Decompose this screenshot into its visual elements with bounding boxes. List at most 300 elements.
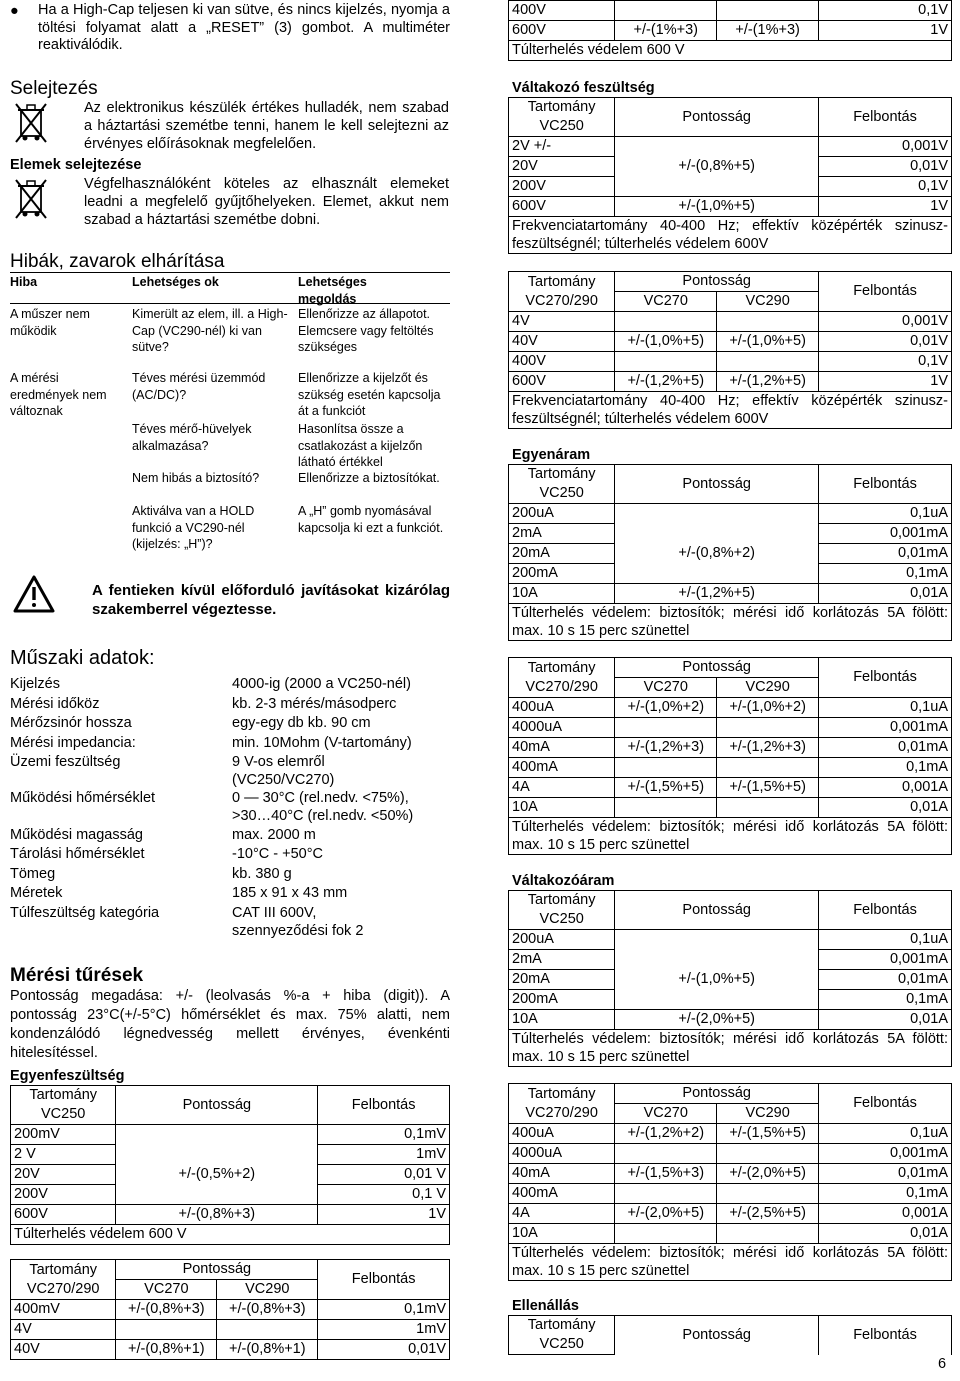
table-cell xyxy=(615,930,819,950)
table-row xyxy=(509,738,952,758)
table-cell: +/-(2,0%+5) xyxy=(717,1164,819,1184)
table-cell: 0,01A xyxy=(819,798,952,818)
table-row xyxy=(509,504,952,524)
table-cell: 1mV xyxy=(318,1145,450,1165)
table-row xyxy=(509,312,952,332)
table-row xyxy=(10,904,450,940)
fix-4: Ellenőrizze a biztosítókat. xyxy=(298,471,440,485)
spec-value-line: szennyeződési fok 2 xyxy=(232,922,364,939)
crossed-bin-icon xyxy=(14,100,48,144)
table-row xyxy=(10,865,450,885)
resistance-vc250-table xyxy=(508,1315,952,1355)
table-cell: 200mA xyxy=(509,564,615,584)
table-cell: 200uA xyxy=(509,504,615,524)
table-row xyxy=(509,970,952,990)
table-row xyxy=(10,753,450,789)
table-cell: 0,01V xyxy=(318,1340,450,1360)
table-cell: 0,1mA xyxy=(819,564,952,584)
table-cell: 600V xyxy=(11,1205,116,1225)
table-cell: 0,01mA xyxy=(819,1164,952,1184)
table-row xyxy=(509,1184,952,1204)
table-cell xyxy=(717,1,819,21)
table-row xyxy=(10,884,450,904)
table-cell xyxy=(615,1,717,21)
table-cell: 0,1V xyxy=(819,352,952,372)
table-cell: Túlterhelés védelem 600 V xyxy=(11,1225,450,1245)
table-cell: 1V xyxy=(819,197,952,217)
warning-triangle-icon xyxy=(12,574,56,614)
table-cell: +/-(0,8%+3) xyxy=(116,1205,318,1225)
table-row xyxy=(509,891,952,911)
table-cell: 600V xyxy=(509,197,615,217)
table-cell xyxy=(116,1125,318,1145)
spec-value xyxy=(232,753,450,789)
table-cell: 200mV xyxy=(11,1125,116,1145)
table-cell: 20mA xyxy=(509,544,615,564)
table-cell: +/-(1,2%+5) xyxy=(717,372,819,392)
table-cell xyxy=(615,990,819,1010)
ac-current-vc250-table xyxy=(508,890,952,1067)
table-cell: 2mA xyxy=(509,950,615,970)
table-cell: 40V xyxy=(509,332,615,352)
spec-value xyxy=(232,675,450,695)
spec-label: Tömeg xyxy=(10,865,56,882)
cause-4: Nem hibás a biztosító? xyxy=(132,471,260,485)
table-row xyxy=(509,465,952,485)
table-row xyxy=(11,1145,450,1165)
table-cell xyxy=(615,177,819,197)
table-row xyxy=(509,21,952,41)
specs-table xyxy=(10,675,450,940)
disposal-text: Az elektronikus készülék értékes hulladék, nem szabad a háztartási szemétbe tenni, hanem le kell selejtezni az érvényes előírásoknak megfelelően. xyxy=(84,100,449,153)
table-cell xyxy=(717,798,819,818)
table-cell: 40V xyxy=(11,1340,116,1360)
cause-2: Téves mérési üzemmód (AC/DC)? xyxy=(132,371,266,402)
table-cell: Tartomány xyxy=(11,1086,116,1106)
ac-voltage-vc250-table xyxy=(508,97,952,254)
table-row xyxy=(509,332,952,352)
table-cell: VC270/290 xyxy=(11,1280,116,1300)
fault-1: A műszer nem működik xyxy=(10,307,90,338)
table-cell: 4000uA xyxy=(509,718,615,738)
table-row xyxy=(11,1225,450,1245)
table-cell: Felbontás xyxy=(318,1086,450,1125)
table-cell: +/-(1,2%+3) xyxy=(615,738,717,758)
table-cell xyxy=(615,137,819,157)
spec-value xyxy=(232,789,450,825)
table-cell: 1V xyxy=(819,372,952,392)
spec-value-line: 4000-ig (2000 a VC250-nél) xyxy=(232,676,411,692)
table-cell: Felbontás xyxy=(819,98,952,137)
table-row xyxy=(509,352,952,372)
table-cell: +/-(2,5%+5) xyxy=(717,1204,819,1224)
table-cell: +/-(1,2%+2) xyxy=(615,1124,717,1144)
table-cell xyxy=(717,1144,819,1164)
table-row xyxy=(509,604,952,641)
table-cell xyxy=(615,718,717,738)
table-row xyxy=(509,758,952,778)
table-cell: VC250 xyxy=(509,484,615,504)
troubleshooting-heading: Hibák, zavarok elhárítása xyxy=(10,251,225,272)
table-row xyxy=(509,372,952,392)
table-row xyxy=(11,1185,450,1205)
table-row xyxy=(10,845,450,865)
table-cell: 0,1V xyxy=(819,177,952,197)
table-cell: 0,01V xyxy=(819,332,952,352)
table-cell: 0,1uA xyxy=(819,698,952,718)
table-row xyxy=(509,1316,952,1336)
fix-1: Ellenőrizze az állapotot. Elemcsere vagy feltöltés szükséges xyxy=(298,307,434,354)
tolerances-text: Pontosság megadása: +/- (leolvasás %-a + hiba (digit)). A pontosság 23°C(+/-5°C) hőmérséklet és max. 75% alatti, nem kondenzálódó légnedvesség mellett érvényes, évenkénti hitelesítéssel. xyxy=(10,988,450,1061)
dc-voltage-vc250-table xyxy=(10,1085,450,1245)
table-row xyxy=(509,930,952,950)
specs-heading: Műszaki adatok: xyxy=(10,647,155,669)
table-cell: Felbontás xyxy=(819,658,952,698)
table-cell: VC270/290 xyxy=(509,678,615,698)
table-cell: 0,1mA xyxy=(819,758,952,778)
spec-value xyxy=(232,884,450,904)
table-cell: Felbontás xyxy=(819,272,952,312)
table-row xyxy=(509,1084,952,1104)
spec-label: Mérőzsinór hossza xyxy=(10,715,132,731)
table-row xyxy=(10,695,450,715)
dc-voltage-vc270-table xyxy=(10,1259,450,1360)
warning-text: A fentieken kívül előforduló javításokat kizárólag szakemberrel végeztesse. xyxy=(92,582,450,618)
table-cell: +/-(2,0%+5) xyxy=(615,1204,717,1224)
table-cell: 400uA xyxy=(509,1124,615,1144)
table-cell: 0,01A xyxy=(819,1010,952,1030)
table-row xyxy=(509,1030,952,1067)
table-cell: 0,01A xyxy=(819,584,952,604)
table-row xyxy=(10,675,450,695)
table-row xyxy=(509,1244,952,1281)
table-row xyxy=(10,734,450,754)
table-cell: 600V xyxy=(509,372,615,392)
table-cell: Pontosság xyxy=(615,1084,819,1104)
table-row xyxy=(10,714,450,734)
spec-value-line: max. 2000 m xyxy=(232,826,316,843)
table-cell: +/-(1,2%+5) xyxy=(615,584,819,604)
spec-value-line: kb. 380 g xyxy=(232,865,292,882)
table-cell: 0,1mA xyxy=(819,990,952,1010)
table-cell xyxy=(717,352,819,372)
table-cell: 20V xyxy=(509,157,615,177)
table-cell xyxy=(717,758,819,778)
fix-3: Hasonlítsa össze a csatlakozást a kijelzőn látható értékkel xyxy=(298,422,423,469)
table-cell: +/-(1%+3) xyxy=(717,21,819,41)
ac-voltage-title: Váltakozó feszültség xyxy=(512,80,655,96)
table-cell: Tartomány xyxy=(509,658,615,678)
table-row xyxy=(11,1300,450,1320)
table-cell: 1V xyxy=(318,1205,450,1225)
table-cell: 0,001A xyxy=(819,778,952,798)
table-cell: VC290 xyxy=(717,1104,819,1124)
th-cause: Lehetséges ok xyxy=(132,275,219,289)
page-number: 6 xyxy=(938,1356,947,1372)
table-cell: 200V xyxy=(11,1185,116,1205)
spec-value-line: min. 10Mohm (V-tartomány) xyxy=(232,734,412,751)
dc-current-vc250-table xyxy=(508,464,952,641)
table-cell: 200mA xyxy=(509,990,615,1010)
table-cell xyxy=(717,312,819,332)
spec-value-line: kb. 2-3 mérés/másodperc xyxy=(232,695,397,712)
intro-bullet-text: Ha a High-Cap teljesen ki van sütve, és nincs kijelzés, nyomja a töltési folyamat alatt a „RESET” (3) gombot. A multiméter reaktiválódik. xyxy=(38,2,450,54)
table-cell: Frekvenciatartomány 40-400 Hz; effektív középérték szinusz-feszültségnél; túlterhelés védelem 600V xyxy=(509,217,952,254)
table-cell: Pontosság xyxy=(116,1086,318,1125)
table-cell: Tartomány xyxy=(509,1084,615,1104)
table-cell: 0,1uA xyxy=(819,930,952,950)
table-cell: 10A xyxy=(509,1224,615,1244)
table-cell: Pontosság xyxy=(116,1260,318,1280)
table-cell: 0,1mA xyxy=(819,1184,952,1204)
table-row xyxy=(509,584,952,604)
table-cell: +/-(0,8%+3) xyxy=(116,1300,217,1320)
table-cell: +/-(0,8%+2) xyxy=(615,544,819,564)
table-cell: 0,01mA xyxy=(819,544,952,564)
table-cell xyxy=(717,1184,819,1204)
spec-value-line: CAT III 600V, xyxy=(232,904,317,921)
dc-voltage-title: Egyenfeszültség xyxy=(10,1068,125,1084)
table-cell: 2V +/- xyxy=(509,137,615,157)
table-cell: +/-(1,0%+5) xyxy=(615,197,819,217)
table-cell xyxy=(615,504,819,524)
table-row xyxy=(509,177,952,197)
table-cell: Felbontás xyxy=(819,465,952,504)
table-cell: 20mA xyxy=(509,970,615,990)
table-cell: 0,01A xyxy=(819,1224,952,1244)
spec-value xyxy=(232,865,450,885)
table-cell xyxy=(615,524,819,544)
table-cell xyxy=(615,1184,717,1204)
table-cell: Felbontás xyxy=(819,891,952,930)
table-cell: 0,01V xyxy=(819,157,952,177)
table-cell: 4A xyxy=(509,1204,615,1224)
table-row xyxy=(11,1260,450,1280)
table-cell: 600V xyxy=(509,21,615,41)
dc-current-vc270-table xyxy=(508,657,952,855)
table-cell: 400mA xyxy=(509,1184,615,1204)
table-row xyxy=(509,544,952,564)
table-cell xyxy=(615,950,819,970)
table-cell: VC270 xyxy=(116,1280,217,1300)
table-cell: 4A xyxy=(509,778,615,798)
table-cell: 20V xyxy=(11,1165,116,1185)
table-cell xyxy=(615,312,717,332)
table-cell: 0,1uA xyxy=(819,1124,952,1144)
table-cell: +/-(1,2%+3) xyxy=(717,738,819,758)
table-cell: 1mV xyxy=(318,1320,450,1340)
table-cell xyxy=(717,718,819,738)
table-cell: 0,001mA xyxy=(819,524,952,544)
table-row xyxy=(509,990,952,1010)
intro-bullet xyxy=(10,2,450,55)
table-cell: 0,01mA xyxy=(819,970,952,990)
table-row xyxy=(509,718,952,738)
table-cell: +/-(0,5%+2) xyxy=(116,1165,318,1185)
table-cell: VC250 xyxy=(11,1105,116,1125)
table-row xyxy=(509,524,952,544)
table-cell: 0,001mA xyxy=(819,1144,952,1164)
spec-value xyxy=(232,734,450,754)
table-cell: Túlterhelés védelem: biztosítók; mérési idő korlátozás 5A fölött: max. 10 s 15 perc szünettel xyxy=(509,818,952,855)
table-row xyxy=(509,1164,952,1184)
table-cell: +/-(1,5%+5) xyxy=(615,778,717,798)
table-cell: 0,1 V xyxy=(318,1185,450,1205)
troubleshooting-table xyxy=(10,272,450,572)
table-row xyxy=(11,1340,450,1360)
table-cell: 4000uA xyxy=(509,1144,615,1164)
table-cell: +/-(1,5%+3) xyxy=(615,1164,717,1184)
table-cell: 200uA xyxy=(509,930,615,950)
table-cell: Tartomány xyxy=(509,891,615,911)
table-cell xyxy=(615,352,717,372)
table-cell xyxy=(615,758,717,778)
spec-value-line: -10°C - +50°C xyxy=(232,846,323,862)
spec-label: Működési magasság xyxy=(10,826,143,843)
table-row xyxy=(509,798,952,818)
spec-value-line: egy-egy db kb. 90 cm xyxy=(232,715,371,731)
table-cell xyxy=(116,1320,217,1340)
table-cell: Pontosság xyxy=(615,891,819,930)
table-row xyxy=(509,1010,952,1030)
battery-disposal-heading: Elemek selejtezése xyxy=(10,157,142,173)
table-cell: Túlterhelés védelem 600 V xyxy=(509,41,952,61)
table-row xyxy=(11,1086,450,1106)
ac-current-title: Váltakozóáram xyxy=(512,873,615,889)
table-row xyxy=(509,1224,952,1244)
table-cell: Felbontás xyxy=(819,1316,952,1355)
table-cell: VC270/290 xyxy=(509,1104,615,1124)
table-cell: VC250 xyxy=(509,117,615,137)
table-row xyxy=(509,272,952,292)
table-cell: 400V xyxy=(509,1,615,21)
cause-1: Kimerült az elem, ill. a High-Cap (VC290-nél) ki van sütve? xyxy=(132,307,288,354)
spec-label: Túlfeszültség kategória xyxy=(10,904,160,921)
spec-value xyxy=(232,904,450,940)
fix-5: A „H” gomb nyomásával kapcsolja ki ezt a funkciót. xyxy=(298,504,444,535)
ac-current-vc270-table xyxy=(508,1083,952,1281)
table-cell xyxy=(116,1185,318,1205)
table-cell: 0,01 V xyxy=(318,1165,450,1185)
cause-3: Téves mérő-hüvelyek alkalmazása? xyxy=(132,422,252,453)
table-row xyxy=(509,818,952,855)
table-row xyxy=(509,197,952,217)
table-row xyxy=(509,41,952,61)
table-row xyxy=(509,1204,952,1224)
table-cell: 0,001V xyxy=(819,137,952,157)
table-cell: +/-(1,5%+5) xyxy=(717,1124,819,1144)
table-cell: Pontosság xyxy=(615,272,819,292)
table-row xyxy=(509,698,952,718)
table-cell: VC270 xyxy=(615,678,717,698)
spec-label: Üzemi feszültség xyxy=(10,754,121,770)
dc-voltage-vc270-cont xyxy=(508,0,952,61)
spec-value-line: >30…40°C (rel.nedv. <50%) xyxy=(232,808,414,825)
table-cell: 200V xyxy=(509,177,615,197)
table-cell: 400V xyxy=(509,352,615,372)
table-cell: VC270 xyxy=(615,1104,717,1124)
table-row xyxy=(509,1124,952,1144)
fix-2: Ellenőrizze a kijelzőt és szükség esetén kapcsolja át a funkciót xyxy=(298,371,441,418)
table-cell: +/-(1,0%+2) xyxy=(615,698,717,718)
table-cell: 400mV xyxy=(11,1300,116,1320)
table-cell: VC250 xyxy=(509,910,615,930)
table-cell: +/-(1%+3) xyxy=(615,21,717,41)
table-row xyxy=(11,1205,450,1225)
table-cell: 400mA xyxy=(509,758,615,778)
table-cell: +/-(1,0%+5) xyxy=(615,970,819,990)
spec-label: Mérési időköz xyxy=(10,695,100,712)
table-row xyxy=(509,137,952,157)
table-cell: Tartomány xyxy=(509,465,615,485)
table-row xyxy=(509,778,952,798)
table-cell: 10A xyxy=(509,798,615,818)
spec-value xyxy=(232,826,450,846)
table-cell xyxy=(615,564,819,584)
table-cell: Pontosság xyxy=(615,98,819,137)
bullet-icon: ● xyxy=(10,3,19,19)
fault-2: A mérési eredmények nem változnak xyxy=(10,371,107,418)
cause-5: Aktiválva van a HOLD funkció a VC290-nél (kijelzés: „H”)? xyxy=(132,504,255,551)
table-cell: +/-(0,8%+1) xyxy=(217,1340,318,1360)
table-row xyxy=(509,658,952,678)
table-cell: 40mA xyxy=(509,738,615,758)
table-cell xyxy=(217,1320,318,1340)
table-cell: 0,1uA xyxy=(819,504,952,524)
table-cell: Pontosság xyxy=(615,465,819,504)
table-cell: +/-(2,0%+5) xyxy=(615,1010,819,1030)
disposal-heading: Selejtezés xyxy=(10,78,98,99)
spec-label: Kijelzés xyxy=(10,676,60,692)
table-cell: Felbontás xyxy=(819,1084,952,1124)
table-row xyxy=(11,1320,450,1340)
table-row xyxy=(10,826,450,846)
th-fix: Lehetséges megoldás xyxy=(298,275,367,306)
dc-current-title: Egyenáram xyxy=(512,447,591,463)
table-row xyxy=(509,1144,952,1164)
table-cell: 400uA xyxy=(509,698,615,718)
table-row xyxy=(509,98,952,118)
table-cell: Felbontás xyxy=(318,1260,450,1300)
spec-label: Mérési impedancia: xyxy=(10,734,136,751)
table-row xyxy=(509,392,952,429)
table-cell: +/-(0,8%+1) xyxy=(116,1340,217,1360)
table-cell: 0,001mA xyxy=(819,718,952,738)
table-cell: 0,001mA xyxy=(819,950,952,970)
table-cell: +/-(1,5%+5) xyxy=(717,778,819,798)
table-cell: VC290 xyxy=(217,1280,318,1300)
table-cell: Pontosság xyxy=(615,658,819,678)
spec-value-line: (VC250/VC270) xyxy=(232,772,335,789)
table-cell: 40mA xyxy=(509,1164,615,1184)
table-cell: VC270 xyxy=(615,292,717,312)
table-cell: 0,1V xyxy=(819,1,952,21)
table-row xyxy=(10,789,450,825)
table-cell: Frekvenciatartomány 40-400 Hz; effektív középérték szinusz-feszültségnél; túlterhelés védelem 600V xyxy=(509,392,952,429)
battery-disposal-text: Végfelhasználóként köteles az elhasznált elemeket leadni a megfelelő gyűjtőhelyeken. Elemet, akkut nem szabad a háztartási szemétbe dobni. xyxy=(84,176,449,229)
resistance-title: Ellenállás xyxy=(512,1298,579,1314)
tolerances-heading: Mérési tűrések xyxy=(10,965,144,986)
table-cell: 4V xyxy=(509,312,615,332)
spec-value-line: 9 V-os elemről xyxy=(232,754,325,770)
table-cell: 0,001V xyxy=(819,312,952,332)
table-cell: Túlterhelés védelem: biztosítók; mérési idő korlátozás 5A fölött: max. 10 s 15 perc szünettel xyxy=(509,1244,952,1281)
spec-label: Méretek xyxy=(10,885,63,901)
table-row xyxy=(11,1125,450,1145)
table-cell: 2mA xyxy=(509,524,615,544)
ac-voltage-vc270-table xyxy=(508,271,952,429)
spec-value xyxy=(232,695,450,715)
